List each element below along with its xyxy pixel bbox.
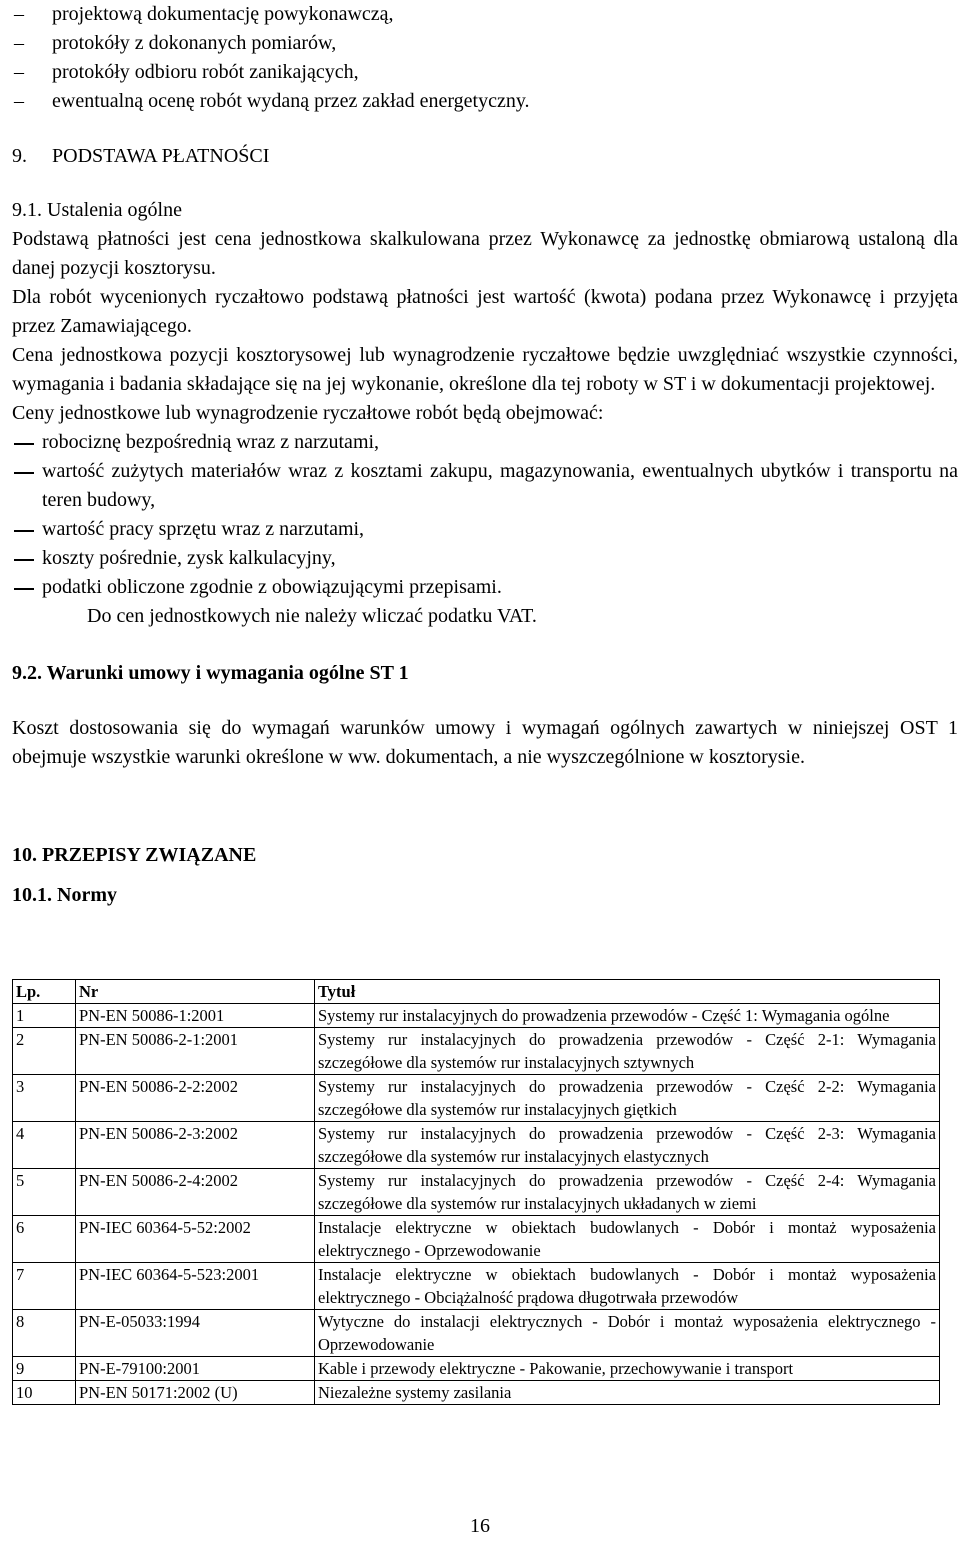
table-row: [13, 1075, 940, 1122]
price-components-list: [12, 428, 958, 602]
cell-nr: PN-EN 50086-1:2001: [76, 1004, 315, 1028]
cell-title: Systemy rur instalacyjnych do prowadzenia przewodów - Część 2-2: Wymagania szczegółowe dla systemów rur instalacyjnych giętkich: [315, 1075, 940, 1122]
table-row: [13, 1310, 940, 1357]
list-item: wartość pracy sprzętu wraz z narzutami,: [12, 515, 958, 544]
table-row: [13, 1004, 940, 1028]
cell-nr: PN-EN 50171:2002 (U): [76, 1381, 315, 1405]
paragraph: Ceny jednostkowe lub wynagrodzenie ryczałtowe robót będą obejmować:: [12, 402, 604, 424]
section-9-heading: [12, 142, 958, 171]
cell-title: Systemy rur instalacyjnych do prowadzenia przewodów - Część 2-3: Wymagania szczegółowe dla systemów rur instalacyjnych elastycznych: [315, 1122, 940, 1169]
list-item: koszty pośrednie, zysk kalkulacyjny,: [12, 544, 958, 573]
cell-lp: 1: [13, 1004, 76, 1028]
cell-lp: 4: [13, 1122, 76, 1169]
cell-title: Systemy rur instalacyjnych do prowadzenia przewodów - Część 1: Wymagania ogólne: [315, 1004, 940, 1028]
section-number: 10.: [12, 844, 37, 866]
vat-note: Do cen jednostkowych nie należy wliczać podatku VAT.: [87, 605, 537, 627]
section-title: PRZEPISY ZWIĄZANE: [42, 844, 257, 866]
paragraph: Podstawą płatności jest cena jednostkowa skalkulowana przez Wykonawcę za jednostkę obmiarową ustaloną dla danej pozycji kosztorysu.: [12, 228, 958, 279]
cell-title: Wytyczne do instalacji elektrycznych - Dobór i montaż wyposażenia elektrycznego - Oprzewodowanie: [315, 1310, 940, 1357]
table-row: [13, 1122, 940, 1169]
section-title: Ustalenia ogólne: [47, 199, 182, 221]
paragraph: Koszt dostosowania się do wymagań warunków umowy i wymagań ogólnych zawartych w niniejszej OST 1 obejmuje wszystkie warunki określone w ww. dokumentach, a nie wyszczególnione w kosztorysie.: [12, 717, 958, 768]
table-row: [13, 1216, 940, 1263]
cell-nr: PN-EN 50086-2-3:2002: [76, 1122, 315, 1169]
cell-nr: PN-E-05033:1994: [76, 1310, 315, 1357]
section-title: PODSTAWA PŁATNOŚCI: [52, 145, 270, 167]
cell-lp: 10: [13, 1381, 76, 1405]
paragraph: Cena jednostkowa pozycji kosztorysowej lub wynagrodzenie ryczałtowe będzie uwzględniać wszystkie czynności, wymagania i badania składające się na jej wykonanie, określone dla tej roboty w ST i w dokumentacji projektowej.: [12, 344, 958, 395]
section-number: 9.2.: [12, 662, 42, 684]
section-9-1-heading: [12, 196, 958, 225]
document-page: [12, 0, 958, 1402]
section-number: 9.: [12, 145, 27, 167]
section-9-2-heading: [12, 659, 958, 688]
list-item: podatki obliczone zgodnie z obowiązującymi przepisami.: [12, 573, 958, 602]
list-item: – protokóły z dokonanych pomiarów,: [12, 29, 958, 58]
cell-title: Systemy rur instalacyjnych do prowadzenia przewodów - Część 2-1: Wymagania szczegółowe dla systemów rur instalacyjnych sztywnych: [315, 1028, 940, 1075]
paragraph: Dla robót wycenionych ryczałtowo podstawą płatności jest wartość (kwota) podana przez Wykonawcę i przyjęta przez Zamawiającego.: [12, 286, 958, 337]
cell-lp: 8: [13, 1310, 76, 1357]
cell-nr: PN-E-79100:2001: [76, 1357, 315, 1381]
page-number: 16: [470, 1515, 490, 1537]
table-header-row: [13, 980, 940, 1004]
cell-title: Niezależne systemy zasilania: [315, 1381, 940, 1405]
table-row: [13, 1028, 940, 1075]
cell-lp: 6: [13, 1216, 76, 1263]
list-item: – projektową dokumentację powykonawczą,: [12, 0, 958, 29]
column-header-title: Tytuł: [315, 980, 940, 1004]
list-item: – protokóły odbioru robót zanikających,: [12, 58, 958, 87]
cell-nr: PN-IEC 60364-5-523:2001: [76, 1263, 315, 1310]
table-row: [13, 1169, 940, 1216]
list-item: – ewentualną ocenę robót wydaną przez zakład energetyczny.: [12, 87, 958, 116]
cell-nr: PN-EN 50086-2-4:2002: [76, 1169, 315, 1216]
cell-nr: PN-IEC 60364-5-52:2002: [76, 1216, 315, 1263]
cell-title: Kable i przewody elektryczne - Pakowanie, przechowywanie i transport: [315, 1357, 940, 1381]
table-row: [13, 1357, 940, 1381]
table-row: [13, 1263, 940, 1310]
section-title: Warunki umowy i wymagania ogólne ST 1: [46, 662, 409, 684]
cell-lp: 9: [13, 1357, 76, 1381]
section-title: Normy: [57, 884, 117, 906]
cell-lp: 3: [13, 1075, 76, 1122]
table-row: [13, 1381, 940, 1405]
cell-lp: 2: [13, 1028, 76, 1075]
cell-nr: PN-EN 50086-2-1:2001: [76, 1028, 315, 1075]
norms-table: [12, 979, 940, 1405]
list-item: wartość zużytych materiałów wraz z kosztami zakupu, magazynowania, ewentualnych ubytków i transportu na teren budowy,: [12, 457, 958, 515]
section-10-1-heading: [12, 881, 958, 910]
cell-lp: 7: [13, 1263, 76, 1310]
list-item: robociznę bezpośrednią wraz z narzutami,: [12, 428, 958, 457]
column-header-nr: Nr: [76, 980, 315, 1004]
acceptance-documents-list: [12, 0, 958, 116]
section-number: 9.1.: [12, 199, 42, 221]
column-header-lp: Lp.: [13, 980, 76, 1004]
cell-title: Instalacje elektryczne w obiektach budowlanych - Dobór i montaż wyposażenia elektrycznego - Obciążalność prądowa długotrwała przewodów: [315, 1263, 940, 1310]
section-10-heading: [12, 841, 958, 870]
section-number: 10.1.: [12, 884, 52, 906]
cell-title: Instalacje elektryczne w obiektach budowlanych - Dobór i montaż wyposażenia elektrycznego - Oprzewodowanie: [315, 1216, 940, 1263]
cell-nr: PN-EN 50086-2-2:2002: [76, 1075, 315, 1122]
cell-title: Systemy rur instalacyjnych do prowadzenia przewodów - Część 2-4: Wymagania szczegółowe dla systemów rur instalacyjnych układanych w ziemi: [315, 1169, 940, 1216]
cell-lp: 5: [13, 1169, 76, 1216]
